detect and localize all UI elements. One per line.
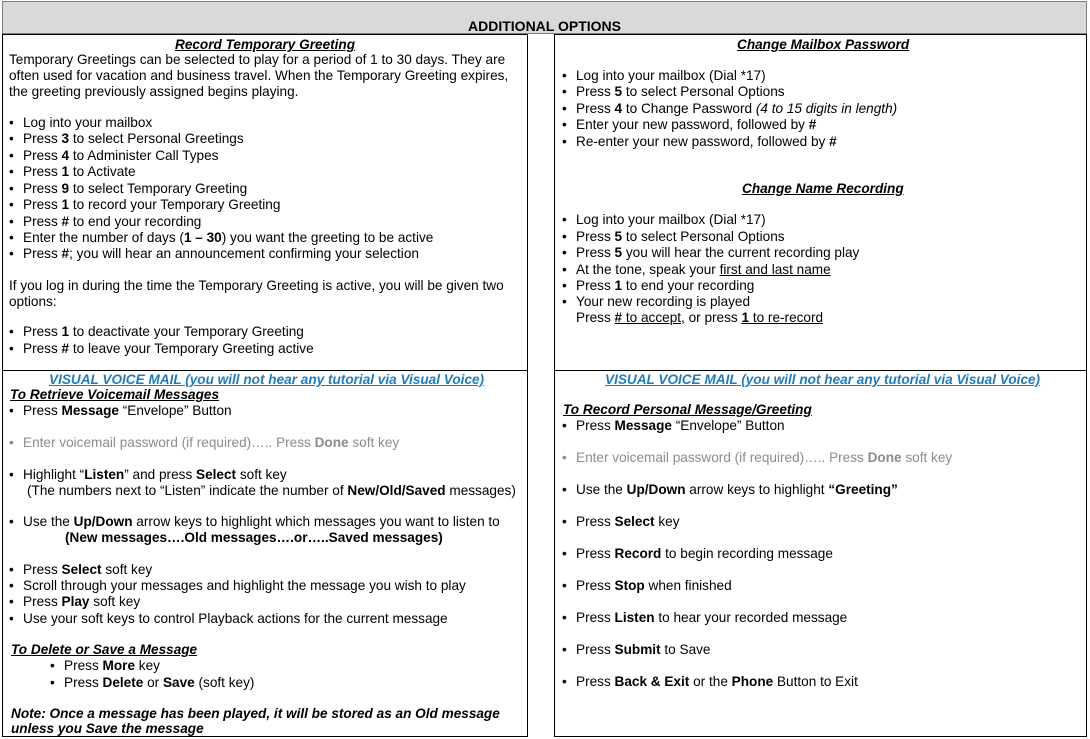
step-item: • Press 5 to select Personal Options: [576, 229, 785, 245]
step-item: • Enter your new password, followed by #: [576, 117, 816, 133]
step-item: • Press 1 to Activate: [23, 164, 136, 180]
active-note-line: options:: [9, 294, 57, 309]
change-password-title: Change Mailbox Password: [737, 37, 910, 52]
step-item: • Press # to end your recording: [23, 214, 201, 230]
accept-rerecord-line: Press # to accept, or press 1 to re-record: [576, 310, 824, 325]
step-item: • Highlight “Listen” and press Select soft key: [23, 467, 287, 483]
step-item: • Enter the number of days (1 – 30) you want the greeting to be active: [23, 230, 433, 246]
step-item: • Use your soft keys to control Playback actions for the current message: [23, 611, 448, 627]
step-subnote: (The numbers next to “Listen” indicate the number of New/Old/Saved messages): [27, 483, 516, 498]
old-message-note: Note: Once a message has been played, it will be stored as an Old message: [11, 706, 500, 721]
record-greeting-title: To Record Personal Message/Greeting: [563, 402, 812, 417]
temporary-greeting-title: Record Temporary Greeting: [175, 37, 356, 52]
step-item: • Press Select soft key: [23, 562, 152, 578]
message-types: (New messages….Old messages….or…..Saved messages): [65, 530, 443, 545]
step-item: • Log into your mailbox (Dial *17): [576, 68, 766, 84]
step-item: • Enter voicemail password (if required)….. Press Done soft key: [23, 435, 399, 451]
step-item: • Press Record to begin recording message: [576, 546, 833, 562]
header-bar: [2, 1, 1087, 34]
step-item: • Use the Up/Down arrow keys to highlight which messages you want to listen to: [23, 514, 500, 530]
options-sheet: [2, 1, 1087, 736]
step-item: • Press 9 to select Temporary Greeting: [23, 181, 247, 197]
step-item: • Press 1 to end your recording: [576, 278, 754, 294]
old-message-note: unless you Save the message: [11, 721, 204, 736]
step-item: • Scroll through your messages and highlight the message you wish to play: [23, 578, 466, 594]
step-item: • Your new recording is played: [576, 294, 750, 310]
step-item: • Press 3 to select Personal Greetings: [23, 131, 244, 147]
step-item: • Press Listen to hear your recorded message: [576, 610, 847, 626]
intro-line: Temporary Greetings can be selected to play for a period of 1 to 30 days. They are: [9, 52, 506, 67]
temporary-greeting-panel: [2, 34, 528, 371]
mailbox-settings-panel: [554, 34, 1087, 371]
step-item: • At the tone, speak your first and last name: [576, 262, 831, 278]
step-item: • Log into your mailbox (Dial *17): [576, 212, 766, 228]
visual-voicemail-banner: VISUAL VOICE MAIL (you will not hear any tutorial via Visual Voice): [605, 372, 1041, 387]
option-item: • Press 1 to deactivate your Temporary Greeting: [23, 324, 304, 340]
step-item: • Press Play soft key: [23, 594, 140, 610]
page-title: ADDITIONAL OPTIONS: [468, 18, 621, 34]
visual-voicemail-banner: VISUAL VOICE MAIL (you will not hear any tutorial via Visual Voice): [49, 372, 485, 387]
retrieve-messages-title: To Retrieve Voicemail Messages: [10, 387, 220, 402]
option-item: • Press # to leave your Temporary Greeting active: [23, 341, 314, 357]
step-item: • Re-enter your new password, followed by #: [576, 134, 837, 150]
intro-line: the greeting previously assigned begins playing.: [9, 84, 299, 99]
step-item: • Press 4 to Administer Call Types: [23, 148, 218, 164]
intro-line: often used for vacation and business travel. When the Temporary Greeting expires,: [9, 68, 509, 83]
step-item: • Press 1 to record your Temporary Greeting: [23, 197, 280, 213]
step-item: • Press Message “Envelope” Button: [576, 418, 785, 434]
active-note-line: If you log in during the time the Temporary Greeting is active, you will be given two: [9, 278, 504, 293]
step-item: • Log into your mailbox: [23, 115, 152, 131]
step-item: • Enter voicemail password (if required)….. Press Done soft key: [576, 450, 952, 466]
step-item: • Press Stop when finished: [576, 578, 732, 594]
visual-retrieve-panel: [2, 370, 528, 737]
step-item: • Press More key: [64, 658, 160, 674]
step-item: • Use the Up/Down arrow keys to highlight “Greeting”: [576, 482, 898, 498]
step-item: • Press Select key: [576, 514, 680, 530]
step-item: • Press Delete or Save (soft key): [64, 675, 254, 691]
visual-record-panel: [554, 370, 1087, 737]
step-item: • Press Message “Envelope” Button: [23, 403, 232, 419]
step-item: • Press Back & Exit or the Phone Button to Exit: [576, 674, 858, 690]
step-item: • Press 4 to Change Password (4 to 15 digits in length): [576, 101, 897, 117]
step-item: • Press Submit to Save: [576, 642, 710, 658]
step-item: • Press 5 to select Personal Options: [576, 84, 785, 100]
step-item: • Press 5 you will hear the current recording play: [576, 245, 859, 261]
change-name-title: Change Name Recording: [742, 181, 904, 196]
step-item: • Press #; you will hear an announcement confirming your selection: [23, 246, 419, 262]
delete-save-title: To Delete or Save a Message: [11, 642, 198, 657]
